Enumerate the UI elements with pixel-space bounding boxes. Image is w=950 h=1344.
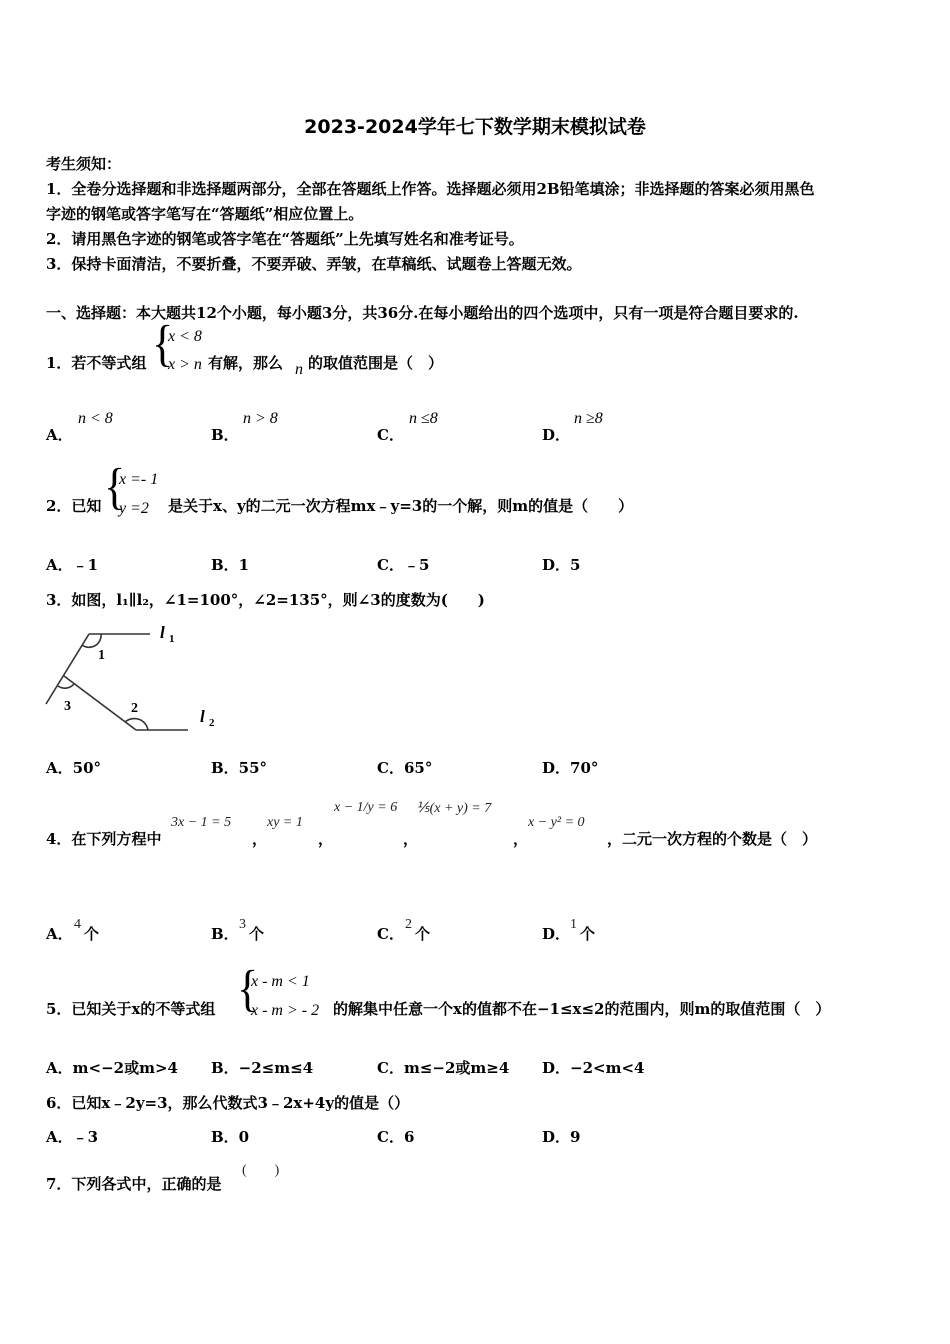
label-angle-2: 2 — [131, 701, 138, 716]
q7-text: 7．下列各式中，正确的是 — [46, 1175, 222, 1193]
q6-option-c: C．6 — [377, 1128, 415, 1146]
q2-option-d: D．5 — [542, 556, 581, 574]
q1-mid: 有解，那么 — [208, 354, 284, 372]
q4-equation-5: x − y² = 0 — [528, 815, 585, 830]
q4-equation-3: x − 1/y = 6 — [334, 800, 398, 815]
label-l1: l — [160, 623, 165, 642]
label-angle-1: 1 — [98, 648, 105, 663]
q7-parenthesis: ( ) — [242, 1163, 280, 1178]
q6-option-d: D．9 — [542, 1128, 581, 1146]
q4-option-b-unit: 个 — [249, 925, 265, 943]
q2-prefix: 2．已知 — [46, 497, 102, 515]
q3-option-a: A．50° — [46, 759, 102, 777]
notice-item-1: 1．全卷分选择题和非选择题两部分，全部在答题纸上作答。选择题必须用2B铅笔填涂；非选择题的答案必须用黑色 — [46, 180, 815, 198]
q1-option-d-label: D． — [542, 426, 571, 444]
q1-option-b-value: n > 8 — [243, 410, 278, 427]
q4-separator-2: ， — [318, 830, 334, 848]
q5-option-a: A．m<−2或m>4 — [46, 1059, 178, 1077]
q1-system-line-2: x > n — [168, 356, 202, 373]
q2-system-line-1: x =- 1 — [119, 471, 159, 488]
section-heading: 一、选择题：本大题共12个小题，每小题3分，共36分.在每小题给出的四个选项中，只有一项是符合题目要求的. — [46, 304, 799, 322]
q4-suffix: ，二元一次方程的个数是（ ） — [607, 830, 818, 848]
q3-option-b: B．55° — [211, 759, 268, 777]
q3-text: 3．如图，l₁∥l₂，∠1=100°，∠2=135°，则∠3的度数为( ) — [46, 591, 485, 609]
angle-3-arc — [58, 684, 74, 688]
q1-option-a-label: A． — [46, 426, 73, 444]
q2-brace: { — [104, 458, 126, 515]
q5-system-line-2: x - m > - 2 — [251, 1002, 320, 1019]
q6-text: 6．已知x﹣2y=3，那么代数式3﹣2x+4y的值是（） — [46, 1094, 410, 1112]
q3-option-d: D．70° — [542, 759, 599, 777]
page-title: 2023-2024学年七下数学期末模拟试卷 — [304, 116, 646, 138]
q4-option-c-label: C． — [377, 925, 404, 943]
label-l2: l — [200, 707, 205, 726]
label-angle-3: 3 — [64, 699, 71, 714]
q1-prefix: 1．若不等式组 — [46, 354, 147, 372]
q4-option-b-number: 3 — [239, 917, 246, 932]
q4-option-b-label: B． — [211, 925, 239, 943]
q4-prefix: 4．在下列方程中 — [46, 830, 162, 848]
q1-option-c-label: C． — [377, 426, 404, 444]
q4-separator-3: ， — [403, 830, 419, 848]
q1-suffix: 的取值范围是（ ） — [308, 354, 444, 372]
notice-item-3: 3．保持卡面清洁，不要折叠，不要弄破、弄皱，在草稿纸、试题卷上答题无效。 — [46, 255, 582, 273]
q2-option-a: A．﹣1 — [46, 556, 99, 574]
q4-option-a-unit: 个 — [84, 925, 100, 943]
q5-option-b: B．−2≤m≤4 — [211, 1059, 314, 1077]
q3-figure — [40, 618, 230, 740]
q4-option-a-label: A． — [46, 925, 73, 943]
label-l1-sub: 1 — [169, 633, 175, 645]
q4-option-d-label: D． — [542, 925, 571, 943]
q6-option-a: A．﹣3 — [46, 1128, 99, 1146]
q4-equation-4: ⅕(x + y) = 7 — [416, 801, 492, 816]
q1-option-d-value: n ≥8 — [574, 410, 603, 427]
q1-option-c-value: n ≤8 — [409, 410, 438, 427]
q5-brace: { — [237, 960, 259, 1017]
q4-option-d-number: 1 — [570, 917, 577, 932]
q1-option-b-label: B． — [211, 426, 239, 444]
notice-heading: 考生须知： — [46, 155, 122, 173]
notice-item-2: 2．请用黑色字迹的钢笔或答字笔在“答题纸”上先填写姓名和准考证号。 — [46, 230, 524, 248]
q4-equation-2: xy = 1 — [267, 815, 303, 830]
q2-system-line-2: y =2 — [119, 500, 149, 517]
q5-system-line-1: x - m < 1 — [251, 973, 310, 990]
notice-item-1-cont: 字迹的钢笔或答字笔写在“答题纸”相应位置上。 — [46, 205, 364, 223]
q2-suffix: 是关于x、y的二元一次方程mx﹣y=3的一个解，则m的值是（ ） — [168, 497, 634, 515]
label-l2-sub: 2 — [209, 717, 215, 729]
q4-option-c-unit: 个 — [415, 925, 431, 943]
q1-var: n — [295, 361, 303, 378]
q3-option-c: C．65° — [377, 759, 433, 777]
q4-option-d-unit: 个 — [580, 925, 596, 943]
q2-option-b: B．1 — [211, 556, 250, 574]
q1-option-a-value: n < 8 — [78, 410, 113, 427]
q5-option-c: C．m≤−2或m≥4 — [377, 1059, 510, 1077]
q5-suffix: 的解集中任意一个x的值都不在−1≤x≤2的范围内，则m的取值范围（ ） — [333, 1000, 831, 1018]
q1-system-line-1: x < 8 — [168, 328, 202, 345]
q4-option-a-number: 4 — [74, 917, 81, 932]
q1-brace: { — [152, 315, 174, 372]
q6-option-b: B．0 — [211, 1128, 250, 1146]
q4-separator-1: ， — [252, 830, 268, 848]
q4-equation-1: 3x − 1 = 5 — [171, 815, 232, 830]
q4-option-c-number: 2 — [405, 917, 412, 932]
q5-prefix: 5．已知关于x的不等式组 — [46, 1000, 216, 1018]
q4-separator-4: ， — [513, 830, 529, 848]
q2-option-c: C．﹣5 — [377, 556, 430, 574]
q5-option-d: D．−2<m<4 — [542, 1059, 645, 1077]
